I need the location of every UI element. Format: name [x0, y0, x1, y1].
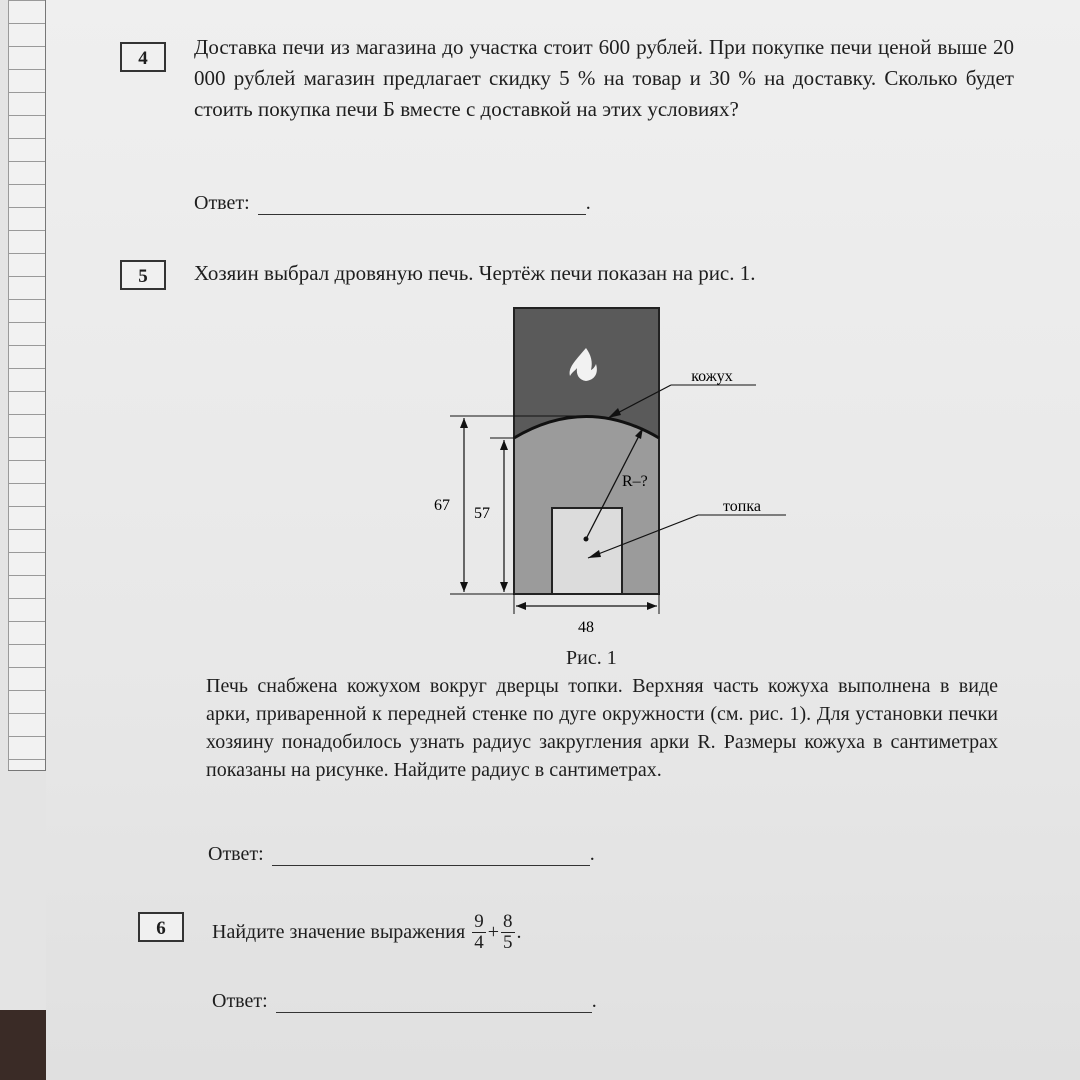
task-number-5: 5 — [120, 260, 166, 290]
task-6-text-row — [212, 912, 522, 953]
answer-grid — [8, 0, 46, 771]
firebox-door — [552, 508, 622, 594]
task-4-answer — [194, 192, 591, 215]
answer-label: Ответ: — [208, 843, 264, 865]
dim-57-arrow-top — [500, 440, 508, 450]
answer-field-4[interactable] — [258, 196, 586, 215]
firebox-label: топка — [723, 498, 761, 515]
dim-48-arrow-right — [647, 602, 657, 610]
fraction-numerator: 8 — [503, 911, 513, 932]
fraction-denominator: 4 — [474, 932, 484, 953]
answer-grid-strip — [0, 0, 46, 1010]
task-number-6: 6 — [138, 912, 184, 942]
task-5-body: Печь снабжена кожухом вокруг дверцы топки. Верхняя часть кожуха выполнена в виде арки, приваренной к передней стенке по дуге окружности (см. рис. 1). Для установки печки хозяину понадобилось узнать радиус закругления арки R. Размеры кожуха в сантиметрах показаны на рисунке. Найдите радиус в сантиметрах. — [206, 675, 998, 781]
figure-caption: Рис. 1 — [566, 647, 617, 669]
answer-field-6[interactable] — [276, 994, 592, 1013]
dim-67-arrow-top — [460, 418, 468, 428]
fraction-numerator: 9 — [474, 911, 484, 932]
answer-field-5[interactable] — [272, 847, 590, 866]
dim-67-arrow-bottom — [460, 582, 468, 592]
answer-period: . — [591, 990, 597, 1012]
dim-67-label: 67 — [434, 497, 450, 514]
fraction-9-4 — [472, 912, 486, 953]
expression-period: . — [516, 921, 522, 943]
answer-label: Ответ: — [212, 990, 268, 1012]
task-4-text: Доставка печи из магазина до участка стоит 600 рублей. При покупке печи ценой выше 20 000 рублей магазин предлагает скидку 5 % на товар и 30 % на доставку. Сколько будет стоить покупка печи Б вместе с доставкой на этих условиях? — [194, 35, 1014, 121]
casing-label: кожух — [691, 368, 733, 385]
task-6-answer — [212, 990, 597, 1013]
answer-period: . — [589, 843, 595, 865]
fraction-8-5 — [501, 912, 515, 953]
answer-label: Ответ: — [194, 192, 250, 214]
dim-57-arrow-bottom — [500, 582, 508, 592]
dim-48-label: 48 — [578, 619, 594, 636]
plus-sign: + — [487, 921, 499, 943]
task-5-answer — [208, 843, 595, 866]
task-number-4: 4 — [120, 42, 166, 72]
fraction-denominator: 5 — [503, 932, 513, 953]
task-5-intro: Хозяин выбрал дровяную печь. Чертёж печи показан на рис. 1. — [194, 261, 756, 285]
radius-label: R–? — [622, 473, 648, 490]
dim-48-arrow-left — [516, 602, 526, 610]
stove-figure — [436, 300, 776, 640]
exam-page — [46, 0, 1080, 1080]
dim-57-label: 57 — [474, 505, 490, 522]
answer-period: . — [585, 192, 591, 214]
task-6-text: Найдите значение выражения — [212, 921, 466, 943]
